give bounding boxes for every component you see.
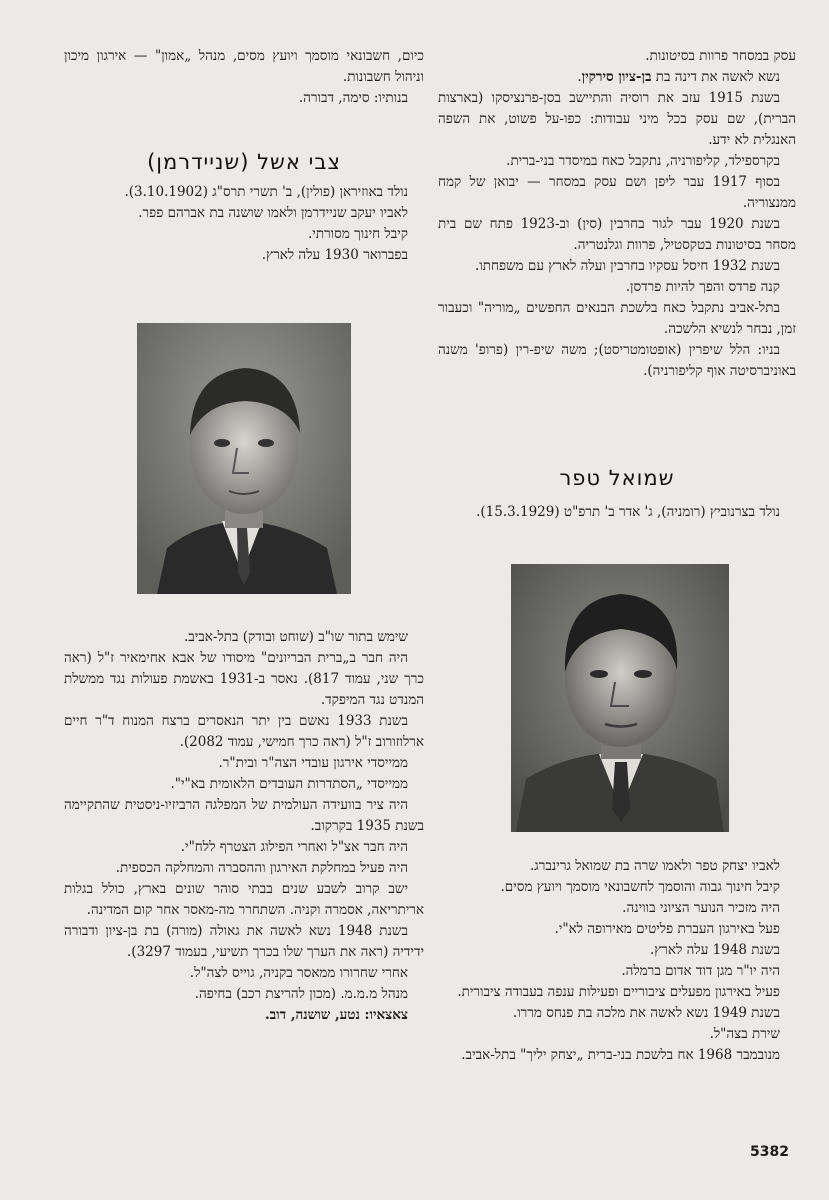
paragraph: בניו: הלל שיפרין (אופטומטריסט); משה שיפ-רין (פרופ' משנה באוניברסיטה אוף קליפורניה). (438, 342, 796, 379)
paragraph: בשנת 1933 נאשם בין יתר הנאסרים ברצח המנוח ד"ר חיים ארלוזורוב ז"ל (ראה כרך חמישי, עמוד 2082). (64, 713, 424, 750)
paragraph: בתל-אביב נתקבל כאח בלשכת הבנאים החפשים „מוריה" וכעבור זמן, נבחר לנשיא הלשכה. (438, 300, 796, 337)
paragraph: בשנת 1915 עזב את רוסיה והתיישב בסן-פרנציסקו (בארצות הברית), שם עסק בכל מיני עבודות: כפו-על פשוט, את השפה האנגלית לא ידע. (438, 90, 796, 148)
paragraph: שימש בתור שו"ב (שוחט ובודק) בתל-אביב. (183, 629, 408, 645)
person1-name-heading: צבי אשל (שניידרמן) (147, 150, 341, 174)
paragraph: נולד באוזיראן (פולין), ב' תשרי תרס"ג (3.10.1902). (124, 184, 408, 200)
page-number: 5382 (750, 1144, 789, 1160)
paragraph: היה יו"ר מגן דוד אדום ברמלה. (621, 963, 780, 979)
paragraph: בסוף 1917 עבר ליפן ושם עסק במסחר — יבואן של קמח ממנצוריה. (438, 174, 796, 211)
paragraph: ממייסדי „הסתדרות העובדים הלאומית בא"י". (170, 776, 408, 792)
paragraph: פעל באירגון העברת פליטים מאירופה לא"י. (554, 921, 780, 937)
paragraph: קנה פרדס והפך להיות פרדסן. (625, 279, 780, 295)
paragraph: היה ציר בוועידה העולמית של המפלגה הרביזיו-ניסטית שהתקיימה בשנת 1935 בקרקוב. (64, 797, 424, 834)
right-column-top (438, 46, 796, 382)
paragraph: היה חבר ב„ברית הבריונים" מיסודו של אבא אחימאיר ז"ל (ראה כרך שני, עמוד 817). נאסר ב-1931 באשמת פעולות נגד ממשלת המנדט נגד המיפקד. (64, 650, 424, 708)
paragraph: קיבל חינוך מסורתי. (307, 226, 408, 242)
paragraph: היה מזכיר הנוער הציוני בווינה. (622, 900, 780, 916)
person1-biography (64, 627, 424, 1026)
paragraph: בשנת 1948 עלה לארץ. (649, 942, 780, 958)
paragraph: בשנת 1949 נשא לאשה את מלכה בת פנחס מררו. (512, 1005, 780, 1021)
paragraph: בנותיו: סימה, דבורה. (298, 90, 408, 106)
paragraph: בפברואר 1930 עלה לארץ. (261, 247, 408, 263)
paragraph: היה חבר אצ"ל ואחרי הפילוג הצטרף ללח"י. (180, 839, 408, 855)
paragraph: בקרספילד, קליפורניה, נתקבל כאח במיסדר בני-ברית. (506, 153, 780, 169)
paragraph: צאצאיו: נטע, שושנה, דוב. (264, 1007, 408, 1023)
person1-intro (64, 182, 424, 266)
person2-name-heading: שמואל טפר (559, 466, 675, 490)
left-column-top (64, 46, 424, 109)
portrait-photo-person1 (137, 323, 351, 594)
paragraph: בשנת 1948 נשא לאשה את גאולה (מורה) בת בן-ציון ודבורה ידידיה (ראה את הערך שלו בכרך תשיעי, בעמוד 3297). (64, 923, 424, 960)
paragraph: מנהל מ.מ.מ. (מכון להריצת רכב) בחיפה. (194, 986, 408, 1002)
paragraph: פעיל באירגון מפעלים ציבוריים ופעילות ענפה בעבודה ציבורית. (457, 984, 780, 1000)
person2-biography (438, 856, 796, 1066)
paragraph: מנובמבר 1968 אח בלשכת בני-ברית „יצחק יליך" בתל-אביב. (461, 1047, 780, 1063)
paragraph: לאביו יעקב שניידרמן ולאמו שושנה בת אברהם פפר. (138, 205, 408, 221)
paragraph: עסק במסחר פרוות בסיטונות. (645, 48, 796, 64)
portrait-photo-person2 (511, 564, 729, 832)
paragraph: ישב קרוב לשבע שנים בבתי סוהר שונים בארץ, כולל בגלות אריתריאה, אסמרה וקניה. השתחרר מה-מאסר אחר קום המדינה. (64, 881, 424, 918)
paragraph: היה פעיל במחלקת האירגון וההסברה והמחלקה הכספית. (115, 860, 408, 876)
person2-intro (438, 502, 796, 523)
paragraph: לאביו יצחק טפר ולאמו שרה בת שמואל גרינברג. (530, 858, 780, 874)
paragraph: כיום, חשבונאי מוסמך ויועץ מסים, מנהל „אמון" — אירגון מיכון וניהול חשבונות. (64, 48, 424, 85)
paragraph: בשנת 1920 עבר לגור בחרבין (סין) וב-1923 פתח שם בית מסחר בסיטונות בטקסטיל, פרוות וגלנטריה. (438, 216, 796, 253)
paragraph: ממייסדי אירגון עובדי הצה"ר ובית"ר. (218, 755, 408, 771)
paragraph: נולד בצרנוביץ (רומניה), ג' אדר ב' תרפ"ט (15.3.1929). (476, 504, 780, 520)
paragraph: שירת בצה"ל. (709, 1026, 780, 1042)
paragraph: אחרי שחרורו ממאסר בקניה, גוייס לצה"ל. (189, 965, 408, 981)
paragraph: בשנת 1932 חיסל עסקיו בחרבין ועלה לארץ עם משפחתו. (475, 258, 780, 274)
paragraph: קיבל חינוך גבוה והוסמך לחשבונאי מוסמך ויועץ מסים. (500, 879, 780, 895)
paragraph: נשא לאשה את דינה בת בן-ציון סירקין. (577, 69, 780, 85)
